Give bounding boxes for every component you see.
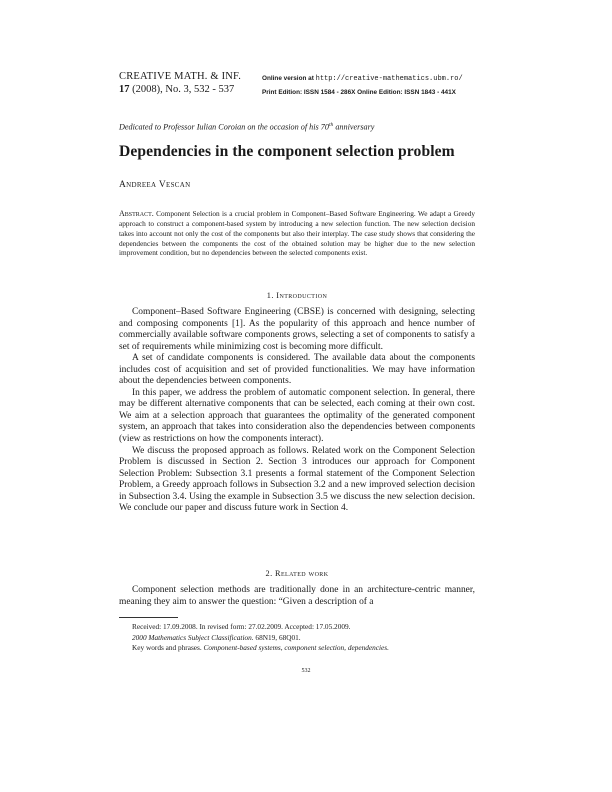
footnotes [132, 622, 389, 654]
keywords-line [132, 643, 389, 654]
journal-name: CREATIVE MATH. & INF. [119, 71, 242, 82]
keywords: Component-based systems, component selection, dependencies. [201, 643, 389, 652]
paper-title: Dependencies in the component selection problem [119, 143, 455, 160]
issue-pages: (2008), No. 3, 532 - 537 [129, 84, 235, 95]
paragraph: We discuss the proposed approach as follows. Related work on the Component Selection Problem is discussed in Section 2. Section 3 introduces our approach for Component Selection Problem: Subsection 3.1 presents a formal statement of the Component Selection Problem, a Greedy approach follows in Subsection 3.2 and a new improved selection decision in Subsection 3.4. Using the example in Subsection 3.5 we discuss the new selection decision. We conclude our paper and discuss future work in Section 4. [119, 445, 475, 514]
abstract-text: Component Selection is a crucial problem in Component–Based Software Engineering. We adapt a Greedy approach to construct a component-based system by introducing a new selection function. The new selection decision takes into account not only the cost of the components but also their interplay. The case study shows that considering the dependencies between the components the cost of the obtained solution may be higher due to the new selection improvement condition, but no dependencies between the selected components exist. [119, 209, 475, 258]
received-dates: Received: 17.09.2008. In revised form: 27.02.2009. Accepted: 17.05.2009. [132, 622, 351, 631]
keywords-label: Key words and phrases. [132, 643, 202, 652]
author-name: Andreea Vescan [119, 180, 191, 190]
paragraph: In this paper, we address the problem of automatic component selection. In general, there may be different alternative components that can be selected, each coming at their own cost. We aim at a selection approach that guarantees the optimality of the generated component system, an approach that takes into consideration also the dependencies between components (view as restrictions on how the components interact). [119, 387, 475, 445]
msc-line [132, 633, 389, 644]
dedication-tail: anniversary [333, 122, 375, 132]
journal-header [119, 70, 241, 96]
online-version-line [262, 72, 463, 86]
paragraph: Component selection methods are traditionally done in an architecture-centric manner, meaning they aim to answer the question: “Given a description of a [119, 585, 475, 607]
journal-volume-line [119, 83, 241, 96]
page-number: 532 [301, 668, 311, 674]
online-url[interactable]: http://creative-mathematics.ubm.ro/ [315, 75, 463, 83]
section-heading-introduction: 1. Introduction [266, 291, 328, 300]
print-edition-line: Print Edition: ISSN 1584 - 286X Online Edition: ISSN 1843 - 441X [262, 89, 456, 96]
msc-codes: 68N19, 68Q01. [253, 632, 301, 642]
abstract-label: Abstract. [119, 209, 154, 218]
abstract [119, 209, 475, 258]
section-body-related-work [119, 585, 475, 608]
section-heading-related-work: 2. Related work [265, 569, 329, 578]
dedication-text: Dedicated to Professor Iulian Coroian on the occasion of his 70 [119, 122, 329, 132]
paragraph: Component–Based Software Engineering (CBSE) is concerned with designing, selecting and composing components [1]. As the popularity of this approach and hence number of commercially available software components grows, selecting a set of components to satisfy a set of requirements while minimizing cost is becoming more difficult. [119, 307, 475, 352]
dedication-sup: th [328, 122, 334, 128]
msc-label: 2000 Mathematics Subject Classification. [132, 632, 254, 642]
section-body-introduction [119, 307, 475, 515]
journal-editions [262, 72, 463, 99]
online-label: Online version at [262, 75, 316, 82]
dedication [119, 122, 374, 132]
paragraph: A set of candidate components is considered. The available data about the components includes cost of acquisition and set of provided functionalities. We may have information about the dependencies between components. [119, 353, 475, 387]
footnote-rule [119, 617, 178, 618]
volume-number: 17 [119, 84, 130, 95]
